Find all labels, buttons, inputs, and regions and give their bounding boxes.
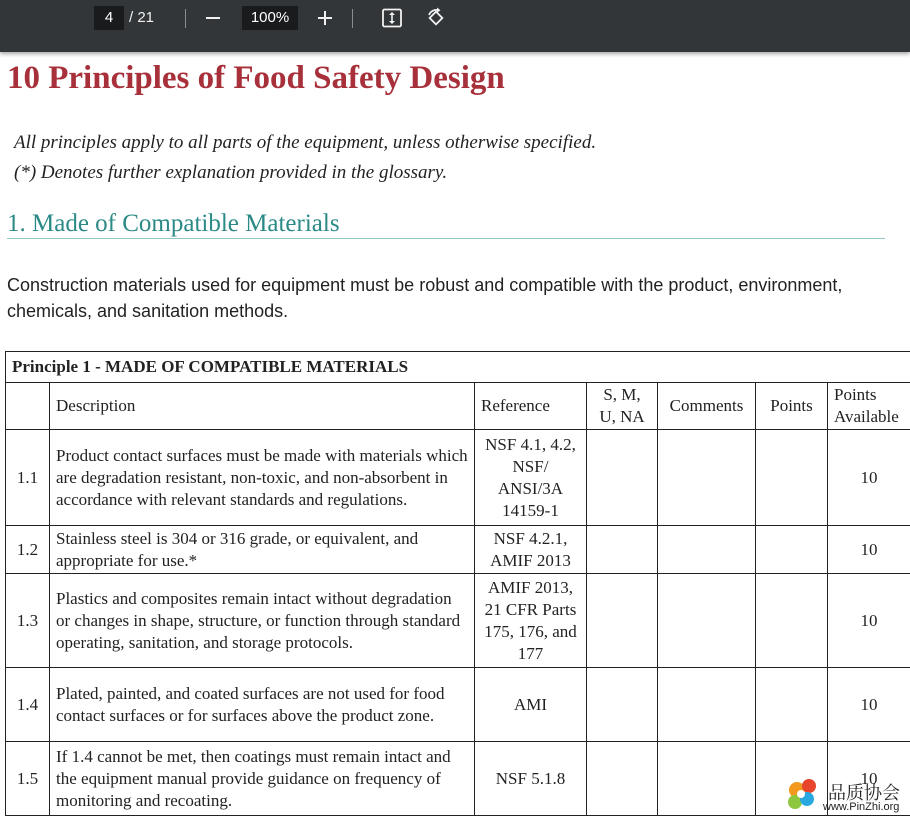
row-points-available: 10 [828,668,910,742]
document-title: 10 Principles of Food Safety Design [7,60,505,96]
row-comments[interactable] [658,742,756,816]
toolbar-divider [352,9,353,28]
row-number: 1.4 [6,668,50,742]
row-points[interactable] [756,668,828,742]
row-reference: AMI [475,668,587,742]
row-status[interactable] [587,668,658,742]
row-comments[interactable] [658,668,756,742]
zoom-in-button[interactable] [311,4,339,32]
table-row [6,742,910,816]
page-number-input[interactable]: 4 [94,6,124,30]
fit-page-icon [381,7,403,29]
header-number [6,383,50,430]
header-comments: Comments [658,383,756,430]
row-comments[interactable] [658,574,756,668]
section-body: Construction materials used for equipment must be robust and compatible with the product, environment, chemicals, and sanitation methods. [7,275,843,321]
row-reference: AMIF 2013, 21 CFR Parts 175, 176, and 177 [475,574,587,668]
rotate-icon [425,7,447,29]
row-points[interactable] [756,574,828,668]
fit-to-page-button[interactable] [378,4,406,32]
row-number: 1.5 [6,742,50,816]
watermark-url: www.PinZhi.org [823,801,900,813]
header-points: Points [756,383,828,430]
row-comments[interactable] [658,526,756,574]
row-points-available: 10 [828,430,910,526]
row-description: Stainless steel is 304 or 316 grade, or equivalent, and appropriate for use.* [50,526,475,574]
minus-icon [205,10,221,26]
rotate-button[interactable] [422,4,450,32]
row-status[interactable] [587,574,658,668]
zoom-out-button[interactable] [199,4,227,32]
row-comments[interactable] [658,430,756,526]
table-caption: Principle 1 - MADE OF COMPATIBLE MATERIALS [6,352,910,383]
row-status[interactable] [587,526,658,574]
watermark-name: 品质协会 [828,783,900,804]
header-description: Description [50,383,475,430]
header-reference: Reference [475,383,587,430]
section-divider [7,238,885,239]
row-status[interactable] [587,742,658,816]
row-description: Plated, painted, and coated surfaces are not used for food contact surfaces or for surfaces above the product zone. [50,668,475,742]
pdf-toolbar [0,0,910,52]
table-row [6,668,910,742]
table-row [6,430,910,526]
document-page [0,52,910,817]
header-points-available: Points Available [828,383,910,430]
row-description: If 1.4 cannot be met, then coatings must remain intact and the equipment manual provide guidance on frequency of monitoring and recoating. [50,742,475,816]
table-row [6,574,910,668]
row-number: 1.2 [6,526,50,574]
watermark [785,775,910,817]
pinwheel-logo-icon [785,777,825,815]
toolbar-divider [185,9,186,28]
row-description: Plastics and composites remain intact without degradation or changes in shape, structure, or function through standard operating, sanitation, and storage protocols. [50,574,475,668]
row-reference: NSF 4.2.1, AMIF 2013 [475,526,587,574]
plus-icon [317,10,333,26]
table-header-row [6,383,910,430]
section-heading: 1. Made of Compatible Materials [7,210,340,237]
row-number: 1.1 [6,430,50,526]
row-reference: NSF 4.1, 4.2, NSF/ ANSI/3A 14159-1 [475,430,587,526]
header-status: S, M, U, NA [587,383,658,430]
page-total: / 21 [129,9,155,26]
table-row [6,526,910,574]
row-description: Product contact surfaces must be made with materials which are degradation resistant, non-toxic, and non-absorbent in accordance with relevant standards and regulations. [50,430,475,526]
principle-table [5,351,910,816]
row-status[interactable] [587,430,658,526]
row-points-available: 10 [828,526,910,574]
row-number: 1.3 [6,574,50,668]
row-points-available: 10 [828,574,910,668]
zoom-level-input[interactable]: 100% [242,6,298,30]
intro-line: (*) Denotes further explanation provided in the glossary. [14,162,448,183]
intro-line: All principles apply to all parts of the equipment, unless otherwise specified. [14,132,597,153]
row-points[interactable] [756,526,828,574]
row-points[interactable] [756,430,828,526]
row-points-available: 10 [828,742,910,816]
row-reference: NSF 5.1.8 [475,742,587,816]
